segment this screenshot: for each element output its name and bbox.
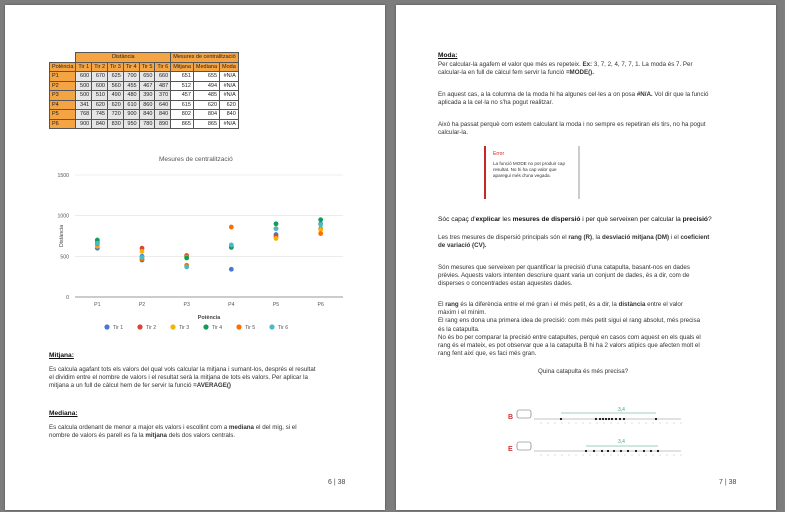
rang-line-4: és la catapulta.: [438, 325, 480, 333]
dot: [611, 418, 613, 420]
dot: [560, 418, 562, 420]
column-header: Tir 1: [76, 62, 92, 72]
dot: [619, 418, 621, 420]
rang-line-5: No és bo per comparar la precisió entre catapultes, perquè en casos com aquest en els quals el: [438, 333, 701, 341]
dot: [615, 418, 617, 420]
data-point: [318, 222, 323, 227]
rang-line-3: El rang ens dona una primera idea de precisió: com més petit sigui el rang absolut, més precisa: [438, 317, 701, 325]
table-cell: 620: [220, 100, 239, 110]
table-cell: 640: [155, 100, 171, 110]
table-cell: 900: [76, 119, 92, 129]
moda-line-1: [438, 61, 693, 69]
disp-line-2: Són mesures que serveixen per quantificar la precisió d'una catapulta, basant-nos en dades: [438, 264, 690, 271]
dispersion-question: [438, 216, 712, 224]
mediana-line-2b: dels dos valors centrals.: [166, 432, 236, 440]
table-cell: 620: [193, 100, 219, 110]
error-box: [484, 146, 580, 199]
row-header: P3: [50, 91, 76, 101]
rang-paragraph: [438, 301, 701, 358]
group-header-central: Mesures de centralització: [171, 53, 239, 63]
table-row: [50, 72, 239, 82]
table-cell: #N/A: [220, 81, 239, 91]
precision-question: Quina catapulta és més precisa?: [538, 368, 629, 375]
question-precisio: precisió: [682, 216, 708, 223]
row-header: P4: [50, 100, 76, 110]
column-header: Tir 6: [155, 62, 171, 72]
moda-line-3: [438, 91, 708, 99]
column-header: Moda: [220, 62, 239, 72]
dot: [608, 418, 610, 420]
table-cell: 512: [171, 81, 194, 91]
question-dispersion: mesures de dispersió: [512, 216, 581, 223]
table-cell: 830: [108, 119, 124, 129]
table-cell: #N/A: [220, 119, 239, 129]
data-point: [229, 225, 234, 230]
table-cell: 720: [108, 110, 124, 120]
mediana-paragraph: [49, 424, 297, 440]
table-cell: 485: [193, 91, 219, 101]
rang-line-7: rang fent així que, es faci més gran.: [438, 350, 537, 358]
dispersion-intro: [438, 234, 709, 250]
row-header: P1: [50, 72, 76, 82]
mediana-line-1b: el del mig, si el: [253, 424, 297, 431]
dot: [601, 450, 603, 452]
y-axis-label: Distància: [59, 224, 65, 248]
table-cell: 610: [123, 100, 139, 110]
range-value-b: 3,4: [618, 407, 625, 413]
moda-na-paragraph: [438, 91, 708, 107]
legend-label: Tir 3: [179, 325, 190, 331]
table-cell: 840: [220, 110, 239, 120]
dot: [605, 418, 607, 420]
table-cell: 370: [155, 91, 171, 101]
mitjana-bold-term: mitjana: [145, 432, 167, 440]
rang-line-2: màxim i el mínim.: [438, 309, 487, 317]
column-header: Tir 2: [92, 62, 108, 72]
x-tick-label: P6: [317, 302, 324, 308]
data-point: [184, 265, 189, 270]
table-cell: 865: [193, 119, 219, 129]
legend-label: Tir 6: [278, 325, 289, 331]
range-value-e: 3,4: [618, 439, 625, 445]
column-header: Tir 4: [123, 62, 139, 72]
moda-line-3b: Vol dir que la funció: [652, 91, 709, 98]
dot: [595, 418, 597, 420]
table-cell: 670: [92, 72, 108, 82]
table-cell: 700: [123, 72, 139, 82]
page-left: [5, 5, 385, 510]
data-point: [184, 256, 189, 261]
disp-rang: rang (R): [568, 234, 593, 241]
mediana-line-2a: nombre de valors és parell es fa la: [49, 432, 146, 440]
disp-line-4: disperses o concentrades estan aquestes dades.: [438, 280, 573, 288]
moda-paragraph: [438, 61, 693, 77]
question-explicar: explicar: [475, 216, 501, 223]
moda-line-4: aplicada a la cel·la no s'ha pogut realitzar.: [438, 99, 554, 107]
x-tick-label: P3: [183, 302, 190, 308]
label-e: E: [508, 446, 513, 453]
catapult-e-icon: [517, 442, 531, 450]
table-cell: 660: [155, 72, 171, 82]
na-value: #N/A.: [636, 91, 653, 98]
table-row: [50, 119, 239, 129]
dot: [655, 418, 657, 420]
disp-line-3: prèvies. Aquests valors intenten descriure quant varia un conjunt de dades, és a dir, com de: [438, 272, 690, 280]
row-header: P5: [50, 110, 76, 120]
mitjana-line-3: [49, 382, 316, 390]
table-cell: 840: [92, 119, 108, 129]
error-title: Error: [493, 151, 505, 157]
x-tick-label: P4: [228, 302, 235, 308]
table-cell: #N/A: [220, 91, 239, 101]
column-header: Tir 5: [139, 62, 155, 72]
moda-line-3a: En aquest cas, a la columna de la moda hi ha algunes cel·les a on posa: [438, 91, 637, 98]
moda-line-6: calcular-la.: [438, 129, 468, 137]
table-cell: 768: [76, 110, 92, 120]
dispersion-line-2: de variació (CV).: [438, 242, 487, 250]
rang-1c: és la diferència entre el mé gran i el més petit, és a dir, la: [458, 301, 619, 308]
mode-function: =MODE().: [565, 69, 594, 77]
table-row: [50, 81, 239, 91]
row-header: P2: [50, 81, 76, 91]
table-cell: 487: [155, 81, 171, 91]
scatter-chart: [5, 155, 385, 335]
dispersion-line-1: [438, 234, 709, 242]
moda-line-1b: 3, 7, 2, 4, 7, 7, 1. La moda és 7. Per: [592, 61, 693, 68]
table-cell: 620: [92, 100, 108, 110]
data-point: [140, 249, 145, 254]
question-mark: ?: [707, 216, 712, 223]
table-cell: 341: [76, 100, 92, 110]
table-row: [50, 100, 239, 110]
data-point: [274, 221, 279, 226]
table-body: [50, 72, 239, 129]
table-cell: 494: [193, 81, 219, 91]
mitjana-line-1: Es calcula agafant tots els valors del qual vols calcular la mitjana i sumant-los, després el resultat: [49, 366, 316, 373]
page-number-right: 7 | 38: [719, 479, 737, 486]
dispersion-paragraph: [438, 264, 690, 289]
group-header-distance: Distància: [76, 53, 171, 63]
distance-table: [49, 52, 239, 129]
rang-1e: entre el valor: [645, 301, 683, 308]
table-cell: 860: [139, 100, 155, 110]
mitjana-heading: Mitjana:: [49, 352, 74, 359]
dot: [607, 450, 609, 452]
dot: [585, 450, 587, 452]
legend-marker: [269, 324, 274, 329]
page-right: [396, 5, 776, 510]
disp-cv1: coeficient: [680, 234, 710, 241]
column-header: Mitjana: [171, 62, 194, 72]
x-tick-label: P1: [94, 302, 101, 308]
table-cell: 655: [193, 72, 219, 82]
catapult-dot-plots: [396, 405, 776, 475]
table-cell: 840: [139, 110, 155, 120]
column-header: Potència: [50, 62, 76, 72]
moda-heading: Moda:: [438, 52, 458, 59]
data-point: [318, 231, 323, 236]
dot: [635, 450, 637, 452]
dot: [657, 450, 659, 452]
rang-line-6: rang és el mateix, es pot observar que a la catapulta B hi ha 2 valors atípics que afecten molt el: [438, 342, 700, 350]
table-cell: 865: [171, 119, 194, 129]
rang-1a: El: [438, 301, 446, 308]
disp-1b: , la: [592, 234, 603, 241]
y-tick-label: 1500: [57, 173, 69, 179]
dot: [593, 450, 595, 452]
dot: [650, 450, 652, 452]
table-cell: 455: [123, 81, 139, 91]
question-part-a: Sóc capaç d': [438, 216, 476, 223]
rang-1b: rang: [445, 301, 459, 308]
table-cell: 950: [123, 119, 139, 129]
disp-1a: Les tres mesures de dispersió principals són el: [438, 234, 569, 241]
mediana-bold-term: mediana: [228, 424, 254, 431]
label-b: B: [508, 414, 514, 421]
mediana-heading: Mediana:: [49, 410, 78, 417]
y-tick-label: 0: [66, 295, 69, 301]
data-point: [318, 217, 323, 222]
column-header-row: [50, 62, 239, 72]
table-cell: #N/A: [220, 72, 239, 82]
table-row: [50, 91, 239, 101]
dot: [613, 450, 615, 452]
x-tick-label: P2: [138, 302, 146, 308]
legend-label: Tir 5: [245, 325, 256, 331]
dot: [623, 418, 625, 420]
table-cell: 390: [139, 91, 155, 101]
question-part-c: les: [500, 216, 513, 223]
table-cell: 615: [171, 100, 194, 110]
legend-label: Tir 1: [113, 325, 124, 331]
question-part-e: i per què serveixen per calcular la: [580, 216, 683, 223]
data-point: [140, 255, 145, 260]
table-cell: 467: [139, 81, 155, 91]
mediana-line-1: [49, 424, 297, 432]
table-cell: 457: [171, 91, 194, 101]
dot: [627, 450, 629, 452]
y-tick-label: 500: [60, 254, 69, 261]
data-point: [274, 236, 279, 241]
rang-1d: distància: [618, 301, 646, 308]
mediana-line-1a: Es calcula ordenant de menor a major els valors i escollint com a: [49, 424, 229, 431]
table-cell: 840: [155, 110, 171, 120]
data-point: [95, 241, 100, 246]
legend-marker: [137, 324, 142, 329]
legend-marker: [203, 324, 208, 329]
dot: [599, 418, 601, 420]
mitjana-line-3-text: mitjana a un full de càlcul hem de fer servir la funció: [49, 382, 194, 390]
table-cell: 650: [139, 72, 155, 82]
page-number-left: 6 | 38: [328, 479, 346, 486]
table-cell: 500: [76, 81, 92, 91]
legend-marker: [170, 324, 175, 329]
table-cell: 745: [92, 110, 108, 120]
legend-label: Tir 4: [212, 325, 223, 331]
table-row: [50, 110, 239, 120]
mitjana-paragraph: [49, 366, 316, 391]
table-cell: 780: [139, 119, 155, 129]
table-cell: 620: [108, 100, 124, 110]
catapult-b-icon: [517, 410, 531, 418]
table-cell: 600: [76, 72, 92, 82]
legend-marker: [236, 324, 241, 329]
column-header: Mediana: [193, 62, 219, 72]
moda-line-2: [438, 69, 693, 77]
table-cell: 560: [108, 81, 124, 91]
mitjana-line-2: el dividim entre el nombre de valors i el resultat serà la mitjana de tots els valors. Per aplicar la: [49, 374, 308, 382]
mediana-line-2: [49, 432, 297, 440]
dot: [602, 418, 604, 420]
legend-label: Tir 2: [146, 325, 157, 331]
table-corner: [50, 53, 76, 63]
data-point: [229, 243, 234, 248]
table-cell: 900: [123, 110, 139, 120]
table-cell: 890: [155, 119, 171, 129]
rang-line-1: [438, 301, 701, 309]
table-cell: 802: [171, 110, 194, 120]
chart-title: Mesures de centralització: [159, 156, 233, 163]
data-point: [274, 226, 279, 231]
y-tick-label: 1000: [57, 213, 69, 220]
legend-marker: [104, 324, 109, 329]
moda-example-label: Ex:: [582, 61, 593, 68]
column-header: Tir 3: [108, 62, 124, 72]
moda-line-2a: calcular-la en full de càlcul fem servir la funció: [438, 69, 566, 77]
row-header: P6: [50, 119, 76, 129]
table-cell: 600: [92, 81, 108, 91]
table-cell: 625: [108, 72, 124, 82]
error-message: La funció MODE no pot produir cap resultat. No hi ha cap valor que aparegui més d'una vegada.: [493, 161, 566, 179]
dot: [620, 450, 622, 452]
table-cell: 490: [108, 91, 124, 101]
x-tick-label: P5: [272, 302, 280, 308]
table-cell: 510: [92, 91, 108, 101]
table-cell: 480: [123, 91, 139, 101]
average-function: =AVERAGE(): [193, 382, 231, 390]
moda-line-5: Això ha passat perquè com estem calculant la moda i no sempre es repetiran els tirs, no ha pogut: [438, 121, 706, 128]
table-cell: 500: [76, 91, 92, 101]
disp-dm: desviació mitjana (DM): [602, 234, 670, 241]
table-cell: 651: [171, 72, 194, 82]
dot: [643, 450, 645, 452]
data-point: [229, 267, 234, 272]
table-cell: 804: [193, 110, 219, 120]
moda-line-1a: Per calcular-la agafem el valor que més es repeteix.: [438, 61, 583, 68]
x-axis-label: Potència: [197, 315, 221, 321]
moda-reason-paragraph: [438, 121, 706, 137]
disp-1c: i el: [669, 234, 681, 241]
